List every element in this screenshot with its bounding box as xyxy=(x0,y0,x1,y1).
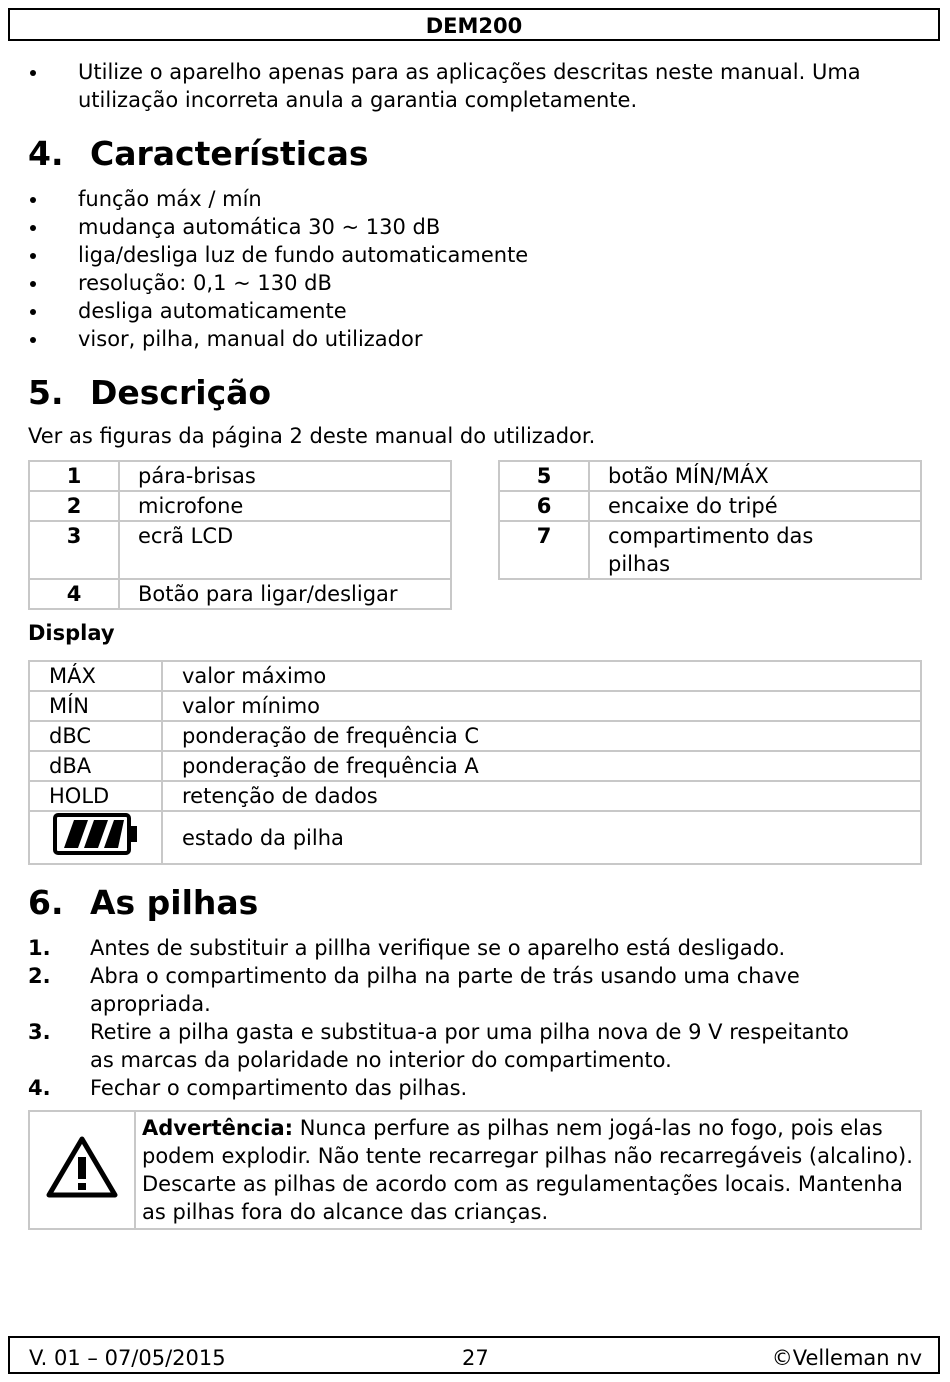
footer-page-number: 27 xyxy=(462,1346,489,1370)
section-5-intro: Ver as figuras da página 2 deste manual do utilizador. xyxy=(28,424,596,448)
list-item xyxy=(28,1018,878,1074)
table-row xyxy=(29,579,451,609)
table-row xyxy=(29,461,451,491)
step-text: Fechar o compartimento das pilhas. xyxy=(90,1076,468,1100)
section-title: Características xyxy=(90,134,369,173)
part-label: pára-brisas xyxy=(119,461,451,491)
footer-version: V. 01 – 07/05/2015 xyxy=(29,1346,226,1370)
section-4-heading xyxy=(28,134,369,173)
warning-triangle-icon xyxy=(46,1135,118,1199)
section-number: 5. xyxy=(28,373,64,412)
part-number: 3 xyxy=(29,521,119,579)
part-label: microfone xyxy=(119,491,451,521)
warning-text-cell xyxy=(135,1111,921,1229)
table-row xyxy=(29,521,451,579)
table-row xyxy=(499,521,921,579)
section-6-heading xyxy=(28,883,258,922)
list-item: liga/desliga luz de fundo automaticamente xyxy=(28,241,908,269)
list-item: função máx / mín xyxy=(28,185,908,213)
step-number: 2. xyxy=(28,964,51,988)
page-header xyxy=(8,8,940,41)
display-value: retenção de dados xyxy=(162,781,921,811)
battery-steps-list xyxy=(28,934,878,1102)
part-number: 4 xyxy=(29,579,119,609)
warning-box xyxy=(28,1110,922,1230)
section-title: Descrição xyxy=(90,373,272,412)
footer-copyright: ©Velleman nv xyxy=(771,1346,922,1370)
battery-icon-cell xyxy=(29,811,162,864)
part-number: 1 xyxy=(29,461,119,491)
table-row xyxy=(499,461,921,491)
display-value: valor mínimo xyxy=(162,691,921,721)
part-number: 6 xyxy=(499,491,589,521)
features-list xyxy=(28,185,908,353)
parts-table-left xyxy=(28,460,452,610)
display-key: MÍN xyxy=(29,691,162,721)
display-value: estado da pilha xyxy=(162,811,921,864)
page-footer xyxy=(8,1336,940,1374)
intro-bullet-list xyxy=(28,58,908,114)
list-item: visor, pilha, manual do utilizador xyxy=(28,325,908,353)
part-label: ecrã LCD xyxy=(119,521,451,579)
part-number: 7 xyxy=(499,521,589,579)
list-item xyxy=(28,962,878,1018)
display-heading: Display xyxy=(28,621,115,645)
display-table xyxy=(28,660,922,865)
part-number: 5 xyxy=(499,461,589,491)
display-value: valor máximo xyxy=(162,661,921,691)
list-item: Utilize o aparelho apenas para as aplicações descritas neste manual. Uma utilização incorreta anula a garantia completamente. xyxy=(28,58,908,114)
table-row xyxy=(29,661,921,691)
list-item: resolução: 0,1 ~ 130 dB xyxy=(28,269,908,297)
table-row xyxy=(29,751,921,781)
display-key: MÁX xyxy=(29,661,162,691)
warning-label: Advertência: xyxy=(142,1116,294,1140)
section-title: As pilhas xyxy=(90,883,259,922)
warning-text: Nunca perfure as pilhas nem jogá-las no fogo, pois elas podem explodir. Não tente recarregar pilhas não recarregáveis (alcalino). Descarte as pilhas de acordo com as regulamentações locais. Mantenha as pilhas fora do alcance das crianças. xyxy=(142,1116,913,1224)
section-number: 4. xyxy=(28,134,64,173)
table-row xyxy=(29,781,921,811)
part-number: 2 xyxy=(29,491,119,521)
list-item: mudança automática 30 ~ 130 dB xyxy=(28,213,908,241)
table-row xyxy=(29,691,921,721)
display-value: ponderação de frequência A xyxy=(162,751,921,781)
parts-table-right xyxy=(498,460,922,580)
part-label: encaixe do tripé xyxy=(589,491,921,521)
table-row xyxy=(29,811,921,864)
step-text: Antes de substituir a pillha verifique se o aparelho está desligado. xyxy=(90,936,786,960)
display-key: dBC xyxy=(29,721,162,751)
warning-icon-cell xyxy=(29,1111,135,1229)
table-row xyxy=(29,721,921,751)
list-item xyxy=(28,1074,878,1102)
table-row xyxy=(29,1111,921,1229)
table-row xyxy=(29,491,451,521)
step-number: 1. xyxy=(28,936,51,960)
part-label: Botão para ligar/desligar xyxy=(119,579,451,609)
display-value: ponderação de frequência C xyxy=(162,721,921,751)
model-name: DEM200 xyxy=(425,14,523,38)
part-label: botão MÍN/MÁX xyxy=(589,461,921,491)
list-item xyxy=(28,934,878,962)
list-item: desliga automaticamente xyxy=(28,297,908,325)
display-key: HOLD xyxy=(29,781,162,811)
step-number: 4. xyxy=(28,1076,51,1100)
section-5-heading xyxy=(28,373,271,412)
section-number: 6. xyxy=(28,883,64,922)
table-row xyxy=(499,491,921,521)
step-number: 3. xyxy=(28,1020,51,1044)
step-text: Abra o compartimento da pilha na parte de trás usando uma chave apropriada. xyxy=(90,964,800,1016)
battery-full-icon xyxy=(52,812,140,856)
display-key: dBA xyxy=(29,751,162,781)
step-text: Retire a pilha gasta e substitua-a por uma pilha nova de 9 V respeitanto as marcas da polaridade no interior do compartimento. xyxy=(90,1020,849,1072)
part-label: compartimento das pilhas xyxy=(589,521,921,579)
